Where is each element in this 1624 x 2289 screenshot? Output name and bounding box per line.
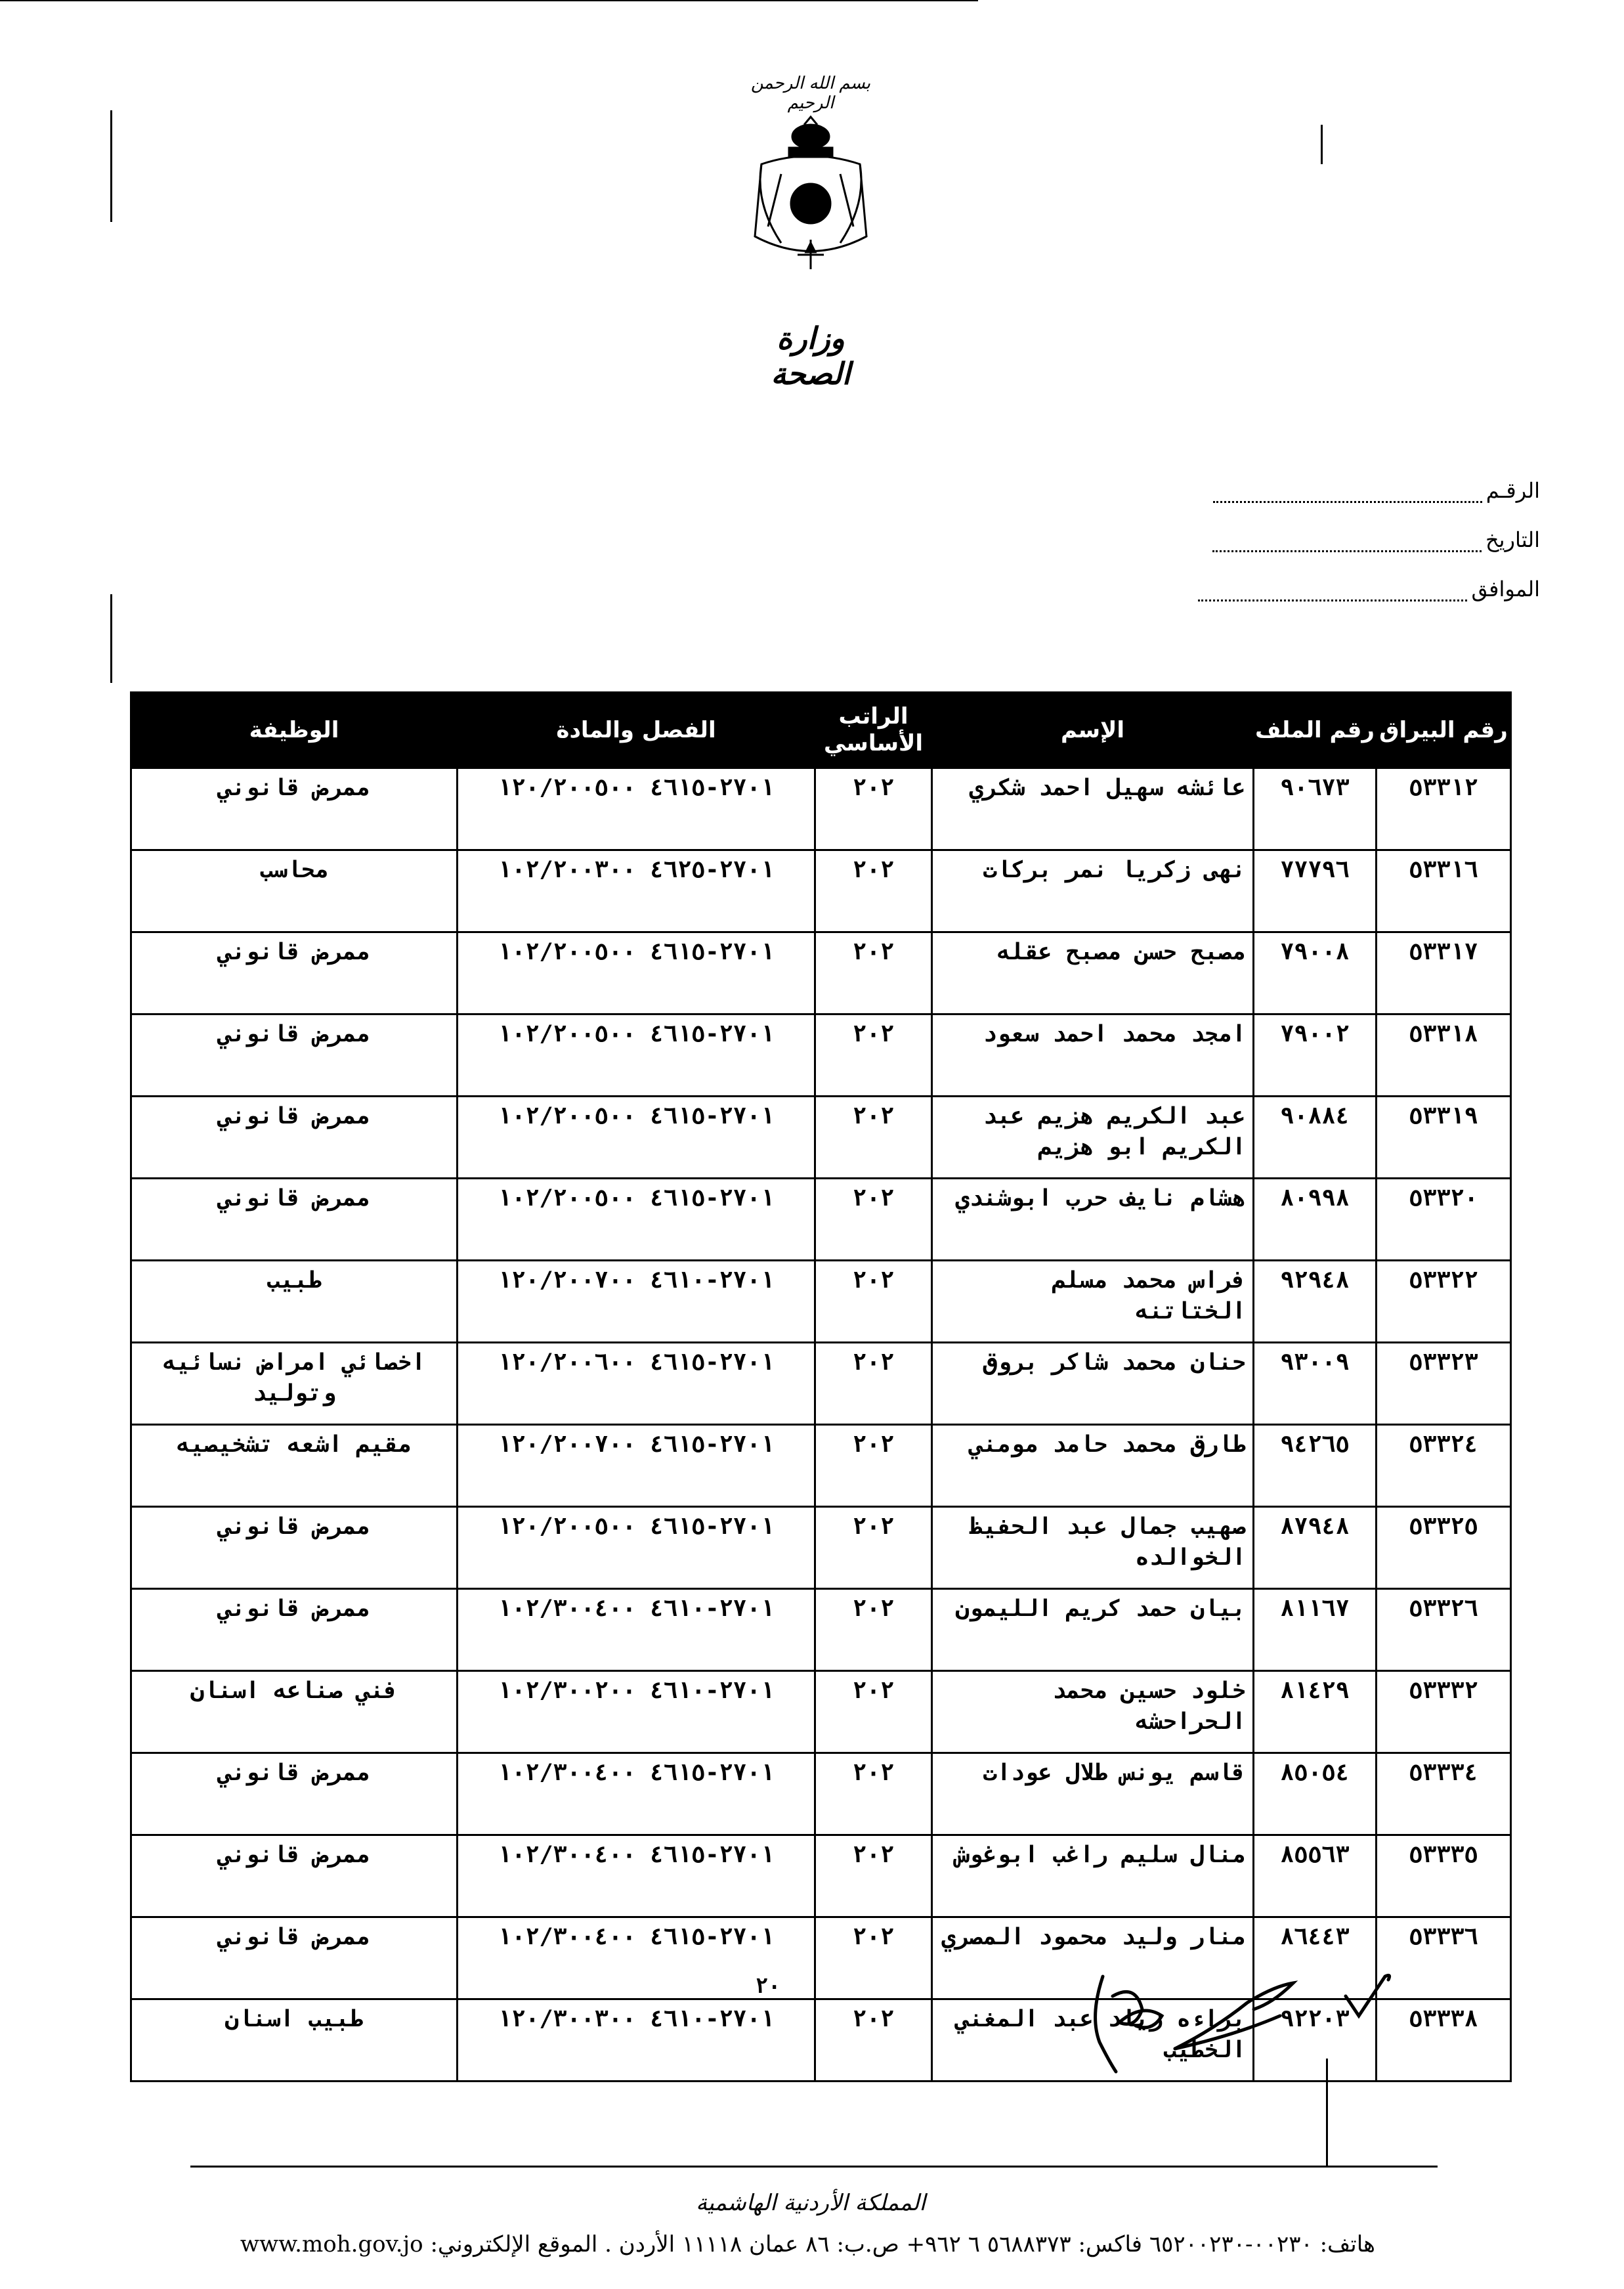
cell-chapter-article: ٢٧٠١-٤٦١٠ ١٠٢/٣٠٠٢٠٠ [458, 1671, 815, 1753]
cell-serial-number: ٥٣٣٢٣ [1377, 1343, 1511, 1425]
cell-file-number: ٧٩٠٠٨ [1254, 932, 1377, 1014]
cell-file-number: ٨٦٤٤٣ [1254, 1917, 1377, 1999]
date-dots [1212, 533, 1482, 552]
handwritten-signature [1063, 1957, 1405, 2075]
cell-name: بيان حمد كريم الليمون [932, 1589, 1254, 1671]
hijri-date-dots [1198, 582, 1467, 601]
cell-serial-number: ٥٣٣٢٢ [1377, 1261, 1511, 1343]
cell-serial-number: ٥٣٣٣٦ [1377, 1917, 1511, 1999]
cell-serial-number: ٥٣٣٣٤ [1377, 1753, 1511, 1835]
header-name: الإسم [932, 693, 1254, 768]
cell-file-number: ٩٠٦٧٣ [1254, 768, 1377, 850]
cell-name: طارق محمد حامد مومني [932, 1425, 1254, 1507]
cell-serial-number: ٥٣٣١٢ [1377, 768, 1511, 850]
cell-serial-number: ٥٣٣١٩ [1377, 1097, 1511, 1179]
cell-serial-number: ٥٣٣٣٢ [1377, 1671, 1511, 1753]
table-row [131, 1835, 1511, 1917]
cell-basic-salary: ٢٠٢ [815, 1507, 932, 1589]
cell-basic-salary: ٢٠٢ [815, 1835, 932, 1917]
cell-name: قاسم يونس طلال عودات [932, 1753, 1254, 1835]
footer-contact-text: هاتف: ٠٠٢٣٠-٦٥٢٠٠٢٣٠ فاكس: ٥٦٨٨٣٧٣ ٦ ٩٦٢+ ص.ب: ٨٦ عمان ١١١١٨ الأردن . الموقع الإلكتروني: [430, 2231, 1375, 2257]
cell-chapter-article: ٢٧٠١-٤٦١٥ ١٠٢/٣٠٠٤٠٠ [458, 1917, 815, 1999]
cell-chapter-article: ٢٧٠١-٤٦١٥ ١٠٢/٢٠٠٥٠٠ [458, 932, 815, 1014]
table-row [131, 1343, 1511, 1425]
ministry-name: وزارة الصحة [771, 320, 851, 391]
cell-file-number: ٩٢٢٠٣ [1254, 1999, 1377, 2082]
cell-serial-number: ٥٣٣٢٤ [1377, 1425, 1511, 1507]
cell-basic-salary: ٢٠٢ [815, 1917, 932, 1999]
cell-basic-salary: ٢٠٢ [815, 1589, 932, 1671]
cell-job-title: ممرض قانوني [131, 932, 458, 1014]
table-row [131, 1671, 1511, 1753]
cell-name: منال سليم راغب ابوغوش [932, 1835, 1254, 1917]
cell-job-title: ممرض قانوني [131, 1589, 458, 1671]
hijri-date-field [1198, 577, 1540, 601]
cell-serial-number: ٥٣٣٢٠ [1377, 1179, 1511, 1261]
cell-file-number: ٨٠٩٩٨ [1254, 1179, 1377, 1261]
cell-name: خلود حسين محمد الحراحشه [932, 1671, 1254, 1753]
cell-name: مصبح حسن مصبح عقله [932, 932, 1254, 1014]
header-file-number: رقم الملف [1254, 693, 1377, 768]
table-row [131, 1507, 1511, 1589]
table-row [131, 1097, 1511, 1179]
cell-name: براءه زياد عبد المغني الخطيب [932, 1999, 1254, 2082]
cell-job-title: ممرض قانوني [131, 768, 458, 850]
cell-job-title: ممرض قانوني [131, 1753, 458, 1835]
cell-serial-number: ٥٣٣٢٦ [1377, 1589, 1511, 1671]
right-margin-line [1321, 125, 1323, 164]
cell-chapter-article: ٢٧٠١-٤٦١٠ ١٢٠/٢٠٠٧٠٠ [458, 1261, 815, 1343]
cell-chapter-article: ٢٧٠١-٤٦١٠ ١٠٢/٣٠٠٤٠٠ [458, 1589, 815, 1671]
cell-chapter-article: ٢٧٠١-٤٦١٠ ١٢٠/٣٠٠٣٠٠ [458, 1999, 815, 2082]
cell-serial-number: ٥٣٣٣٥ [1377, 1835, 1511, 1917]
reference-number-field [1213, 478, 1540, 503]
table-row [131, 768, 1511, 850]
footer-kingdom-name: المملكة الأردنية الهاشمية [696, 2190, 926, 2216]
cell-file-number: ٨٧٩٤٨ [1254, 1507, 1377, 1589]
cell-file-number: ٨٥٠٥٤ [1254, 1753, 1377, 1835]
employee-roster-table [130, 691, 1512, 2082]
table-row [131, 1425, 1511, 1507]
cell-name: عبد الكريم هزيم عبد الكريم ابو هزيم [932, 1097, 1254, 1179]
cell-basic-salary: ٢٠٢ [815, 1343, 932, 1425]
cell-name: نهى زكريا نمر بركات [932, 850, 1254, 932]
page-number: ٢٠ [755, 1973, 781, 1998]
cell-file-number: ٨١٤٢٩ [1254, 1671, 1377, 1753]
table-header-row [131, 693, 1511, 768]
cell-file-number: ٩٠٨٨٤ [1254, 1097, 1377, 1179]
hijri-date-label: الموافق [1471, 577, 1540, 601]
table-row [131, 850, 1511, 932]
cell-chapter-article: ٢٧٠١-٤٦١٥ ١٠٢/٢٠٠٥٠٠ [458, 1097, 815, 1179]
cell-chapter-article: ٢٧٠١-٤٦١٥ ١٢٠/٢٠٠٥٠٠ [458, 768, 815, 850]
cell-basic-salary: ٢٠٢ [815, 850, 932, 932]
cell-job-title: طبيب اسنان [131, 1999, 458, 2082]
header-serial-number: رقم البيراق [1377, 693, 1511, 768]
reference-number-dots [1213, 484, 1482, 503]
cell-name: امجد محمد احمد سعود [932, 1014, 1254, 1097]
cell-job-title: ممرض قانوني [131, 1097, 458, 1179]
cell-basic-salary: ٢٠٢ [815, 1179, 932, 1261]
cell-file-number: ٩٣٠٠٩ [1254, 1343, 1377, 1425]
cell-chapter-article: ٢٧٠١-٤٦١٥ ١٢٠/٢٠٠٦٠٠ [458, 1343, 815, 1425]
table-row [131, 932, 1511, 1014]
table-body [131, 768, 1511, 2082]
cell-basic-salary: ٢٠٢ [815, 1097, 932, 1179]
cell-basic-salary: ٢٠٢ [815, 768, 932, 850]
cell-serial-number: ٥٣٣١٦ [1377, 850, 1511, 932]
cell-file-number: ٩٢٩٤٨ [1254, 1261, 1377, 1343]
cell-job-title: فني صناعه اسنان [131, 1671, 458, 1753]
cell-chapter-article: ٢٧٠١-٤٦١٥ ١٠٢/٢٠٠٥٠٠ [458, 1014, 815, 1097]
cell-job-title: ممرض قانوني [131, 1835, 458, 1917]
cell-basic-salary: ٢٠٢ [815, 1753, 932, 1835]
footer-contact-line [240, 2231, 1375, 2257]
header-basic-salary: الراتب الأساسي [815, 693, 932, 768]
left-margin-line-2 [110, 594, 112, 683]
cell-chapter-article: ٢٧٠١-٤٦٢٥ ١٠٢/٢٠٠٣٠٠ [458, 850, 815, 932]
date-label: التاريخ [1485, 527, 1540, 552]
date-field [1212, 527, 1540, 552]
cell-name: عائشه سهيل احمد شكري [932, 768, 1254, 850]
cell-name: منار وليد محمود المصري [932, 1917, 1254, 1999]
footer-website-link[interactable]: www.moh.gov.jo [240, 2231, 423, 2257]
cell-job-title: ممرض قانوني [131, 1014, 458, 1097]
table-row [131, 1753, 1511, 1835]
cell-job-title: ممرض قانوني [131, 1179, 458, 1261]
cell-name: صهيب جمال عبد الحفيظ الخوالده [932, 1507, 1254, 1589]
cell-file-number: ٩٤٢٦٥ [1254, 1425, 1377, 1507]
cell-serial-number: ٥٣٣١٨ [1377, 1014, 1511, 1097]
cell-basic-salary: ٢٠٢ [815, 1425, 932, 1507]
cell-name: فراس محمد مسلم الختاتنه [932, 1261, 1254, 1343]
cell-job-title: ممرض قانوني [131, 1507, 458, 1589]
cell-chapter-article: ٢٧٠١-٤٦١٥ ١٢٠/٢٠٠٥٠٠ [458, 1507, 815, 1589]
cell-chapter-article: ٢٧٠١-٤٦١٥ ١٢٠/٢٠٠٧٠٠ [458, 1425, 815, 1507]
cell-file-number: ٨٥٥٦٣ [1254, 1835, 1377, 1917]
cell-basic-salary: ٢٠٢ [815, 1261, 932, 1343]
footer-divider [190, 2166, 1438, 2168]
cell-file-number: ٧٧٧٩٦ [1254, 850, 1377, 932]
cell-chapter-article: ٢٧٠١-٤٦١٥ ١٠٢/٣٠٠٤٠٠ [458, 1753, 815, 1835]
cell-basic-salary: ٢٠٢ [815, 1671, 932, 1753]
cell-file-number: ٧٩٠٠٢ [1254, 1014, 1377, 1097]
cell-basic-salary: ٢٠٢ [815, 1014, 932, 1097]
table-row [131, 1014, 1511, 1097]
cell-basic-salary: ٢٠٢ [815, 1999, 932, 2082]
cell-job-title: ممرض قانوني [131, 1917, 458, 1999]
basmala: بسم الله الرحمن الرحيم [750, 74, 871, 113]
cell-name: هشام نايف حرب ابوشندي [932, 1179, 1254, 1261]
cell-job-title: مقيم اشعه تشخيصيه [131, 1425, 458, 1507]
cell-job-title: طبيب [131, 1261, 458, 1343]
table-row [131, 1589, 1511, 1671]
cell-file-number: ٨١١٦٧ [1254, 1589, 1377, 1671]
table-row [131, 1261, 1511, 1343]
header-chapter-article: الفصل والمادة [458, 693, 815, 768]
top-scan-line [0, 0, 978, 1]
cell-name: حنان محمد شاكر بروق [932, 1343, 1254, 1425]
left-margin-line [110, 110, 112, 222]
cell-chapter-article: ٢٧٠١-٤٦١٥ ١٠٢/٢٠٠٥٠٠ [458, 1179, 815, 1261]
jordan-coat-of-arms-icon [742, 112, 880, 289]
cell-serial-number: ٥٣٣٢٥ [1377, 1507, 1511, 1589]
cell-serial-number: ٥٣٣١٧ [1377, 932, 1511, 1014]
header-job-title: الوظيفة [131, 693, 458, 768]
table-row [131, 1179, 1511, 1261]
reference-number-label: الرقـم [1485, 478, 1540, 503]
cell-basic-salary: ٢٠٢ [815, 932, 932, 1014]
cell-job-title: اخصائي امراض نسائيه وتوليد [131, 1343, 458, 1425]
cell-serial-number: ٥٣٣٣٨ [1377, 1999, 1511, 2082]
cell-job-title: محاسب [131, 850, 458, 932]
cell-chapter-article: ٢٧٠١-٤٦١٥ ١٠٢/٣٠٠٤٠٠ [458, 1835, 815, 1917]
